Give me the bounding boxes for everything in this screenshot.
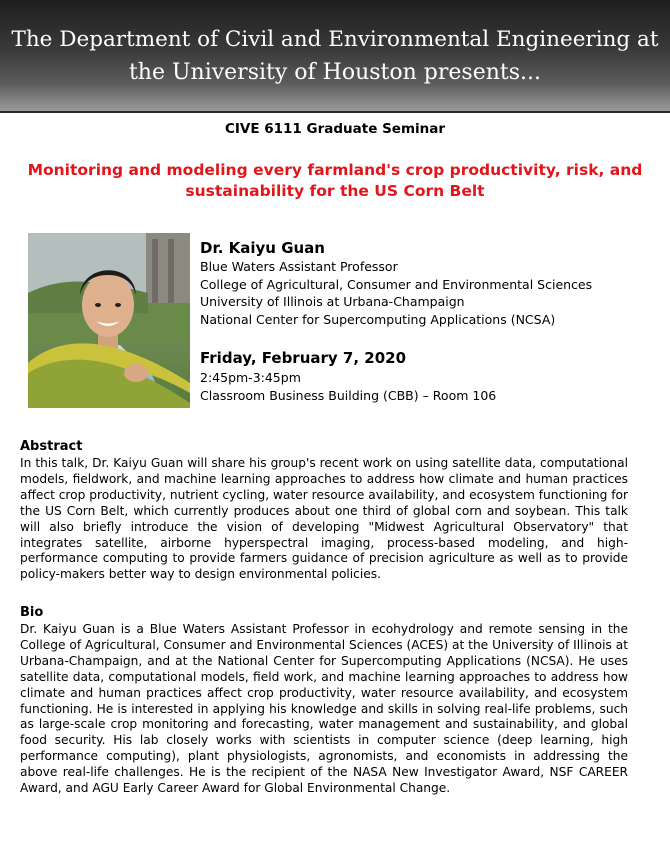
speaker-affiliation-1: Blue Waters Assistant Professor bbox=[200, 259, 398, 274]
talk-title-line-1: Monitoring and modeling every farmland's crop productivity, risk, and bbox=[27, 161, 643, 179]
seminar-label: CIVE 6111 Graduate Seminar bbox=[224, 121, 446, 137]
speaker-affiliation-4: National Center for Supercomputing Applications (NCSA) bbox=[200, 311, 556, 327]
talk-title-line-2: sustainability for the US Corn Belt bbox=[185, 182, 485, 200]
event-date: Friday, February 7, 2020 bbox=[200, 349, 407, 367]
bio-text: Dr. Kaiyu Guan is a Blue Waters Assistant Professor in ecohydrology and remote sensing in the College of Agricultural, Consumer and Environmental Sciences (ACES) at the University of Illinois at Urbana-Champaign, and at the National Center for Supercomputing Applications (NCSA). He uses satellite data, computational models, field work, and machine learning approaches to address how climate and human practices affect crop productivity, water resource availability, and ecosystem functioning. He is interested in applying his knowledge and skills in solving real-life problems, such as large-scale crop monitoring and forecasting, water management and sustainability, and global food security. His lab closely works with scientists in computer science (deep learning, high performance computing), plant physiologists, agronomists, and economists in addressing the above real-life challenges. He is the recipient of the NASA New Investigator Award, NSF CAREER Award, and AGU Early Career Award for Global Environmental Change. bbox=[20, 622, 628, 796]
event-time: 2:45pm-3:45pm bbox=[200, 370, 301, 385]
header-banner bbox=[0, 0, 670, 113]
bio-heading: Bio bbox=[20, 605, 44, 620]
speaker-info bbox=[200, 238, 650, 328]
header-line-1: The Department of Civil and Environmental Engineering at bbox=[11, 27, 659, 52]
talk-title bbox=[20, 160, 650, 202]
abstract-heading: Abstract bbox=[20, 439, 83, 454]
header-line-2: the University of Houston presents... bbox=[128, 60, 542, 85]
speaker-name: Dr. Kaiyu Guan bbox=[200, 239, 325, 257]
speaker-affiliation-2: College of Agricultural, Consumer and Environmental Sciences bbox=[200, 276, 593, 292]
event-location: Classroom Business Building (CBB) – Room 106 bbox=[200, 387, 497, 403]
speaker-photo bbox=[28, 233, 190, 408]
event-time-location bbox=[200, 369, 496, 404]
speaker-affiliation-3: University of Illinois at Urbana-Champaign bbox=[200, 294, 465, 309]
abstract-text: In this talk, Dr. Kaiyu Guan will share his group's recent work on using satellite data, computational models, fieldwork, and machine learning approaches to address how climate and human practices affect crop productivity, nutrient cycling, water resource availability, and ecosystem functioning for the US Corn Belt, which currently produces about one third of global corn and soybean. This talk will also briefly introduce the vision of developing "Midwest Agricultural Observatory" that integrates satellite, airborne hyperspectral imaging, process-based modeling, and high-performance computing to provide farmers guidance of precision agriculture as well as to provide policy-makers better way to design environmental policies. bbox=[20, 456, 628, 582]
